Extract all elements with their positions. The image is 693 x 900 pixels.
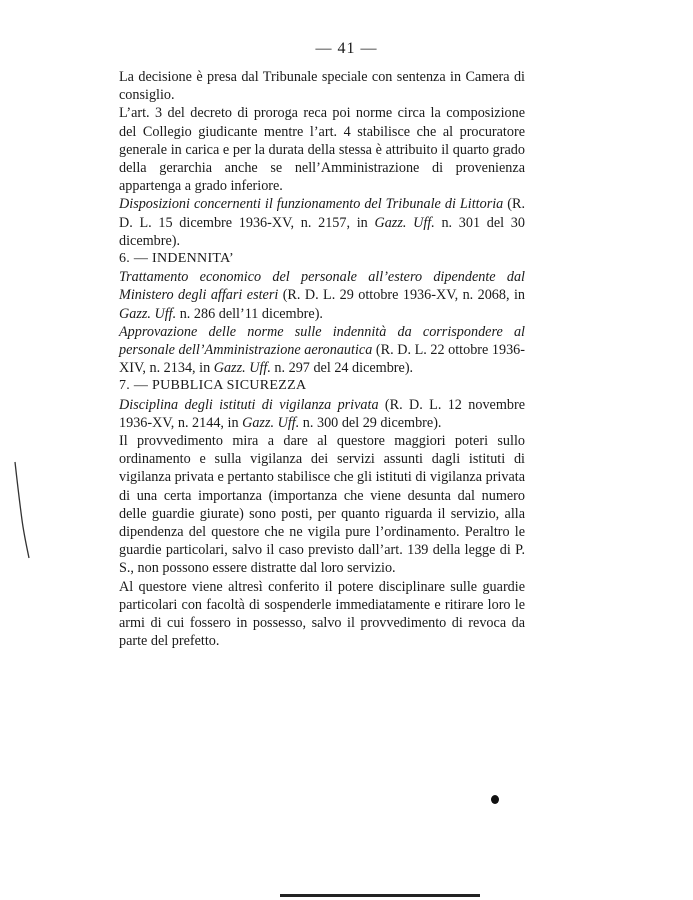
page-number: — 41 —: [315, 40, 378, 57]
gazette-ref: Gazz. Uff.: [119, 305, 177, 322]
decree-title: Disciplina degli istituti di vigilanza privata: [119, 396, 379, 413]
paragraph-2: L’art. 3 del decreto di proroga reca poi norme circa la composizione del Collegio giudicante mentre l’art. 4 stabilisce che al procuratore generale in carica e per la durata della stessa è attribuito il quarto grado della gerarchia anche se nell’Amministrazione di provenienza appartenga a grado inferiore.: [119, 105, 525, 195]
paragraph-1: La decisione è presa dal Tribunale speciale con sentenza in Camera di consiglio.: [119, 69, 525, 104]
text-column: [119, 68, 525, 651]
decree-ref-end: n. 301 del 30 dicembre).: [119, 214, 525, 249]
decree-ref: (R. D. L. 12 novembre 1936-XV, n. 2144, in: [119, 396, 525, 431]
paragraph-5: [119, 323, 525, 378]
decree-title: Trattamento economico del personale all’estero dipendente dal Ministero degli affari esteri: [119, 269, 525, 304]
margin-pencil-mark: [12, 460, 32, 560]
section-heading-6: 6. — INDENNITA’: [119, 251, 234, 267]
gazette-ref: Gazz. Uff.: [242, 414, 300, 431]
section-heading-7: 7. — PUBBLICA SICUREZZA: [119, 378, 307, 394]
decree-ref-end: n. 300 del 29 dicembre).: [299, 414, 442, 431]
decree-ref-end: n. 286 dell’11 dicembre).: [176, 305, 323, 322]
paragraph-6: [119, 396, 525, 432]
decree-title: Disposizioni concernenti il funzionamento del Tribunale di Littoria: [119, 196, 504, 213]
decree-ref-end: n. 297 del 24 dicembre).: [270, 360, 414, 377]
decree-title: Approvazione delle norme sulle indennità da corrispondere al personale dell’Amministrazione aeronautica: [119, 323, 525, 359]
decree-ref: (R. D. L. 22 ottobre 1936-XIV, n. 2134, in: [119, 342, 525, 377]
paragraph-8: Al questore viene altresì conferito il potere disciplinare sulle guardie particolari con facoltà di sospenderle immediatamente e ritirare loro le armi di cui fossero in possesso, salvo il provvedimento di revoca da parte del prefetto.: [119, 578, 525, 650]
gazette-ref: Gazz. Uff.: [213, 360, 271, 377]
paragraph-3: [119, 195, 525, 250]
paragraph-7: Il provvedimento mira a dare al questore maggiori poteri sullo ordinamento e sulla vigilanza dei servizi assunti dagli istituti di vigilanza privata e pertanto stabilisce che gli istituti di vigilanza privata di una certa importanza (importanza che viene desunta dal numero delle guardie giurate) sono posti, per quanto riguarda il servizio, alla dipendenza del questore che ne vigila pure l’ordinamento. Peraltro le guardie particolari, salvo il caso previsto dall’art. 139 della legge di P. S., non possono essere distratte dal loro servizio.: [119, 433, 525, 577]
decree-ref: (R. D. L. 29 ottobre 1936-XV, n. 2068, in: [278, 287, 525, 304]
decree-ref: (R. D. L. 15 dicembre 1936-XV, n. 2157, in: [119, 196, 525, 231]
ink-spot: [491, 795, 499, 804]
gazette-ref: Gazz. Uff.: [374, 214, 435, 231]
bottom-rule: [280, 894, 480, 897]
paragraph-4: [119, 268, 525, 323]
